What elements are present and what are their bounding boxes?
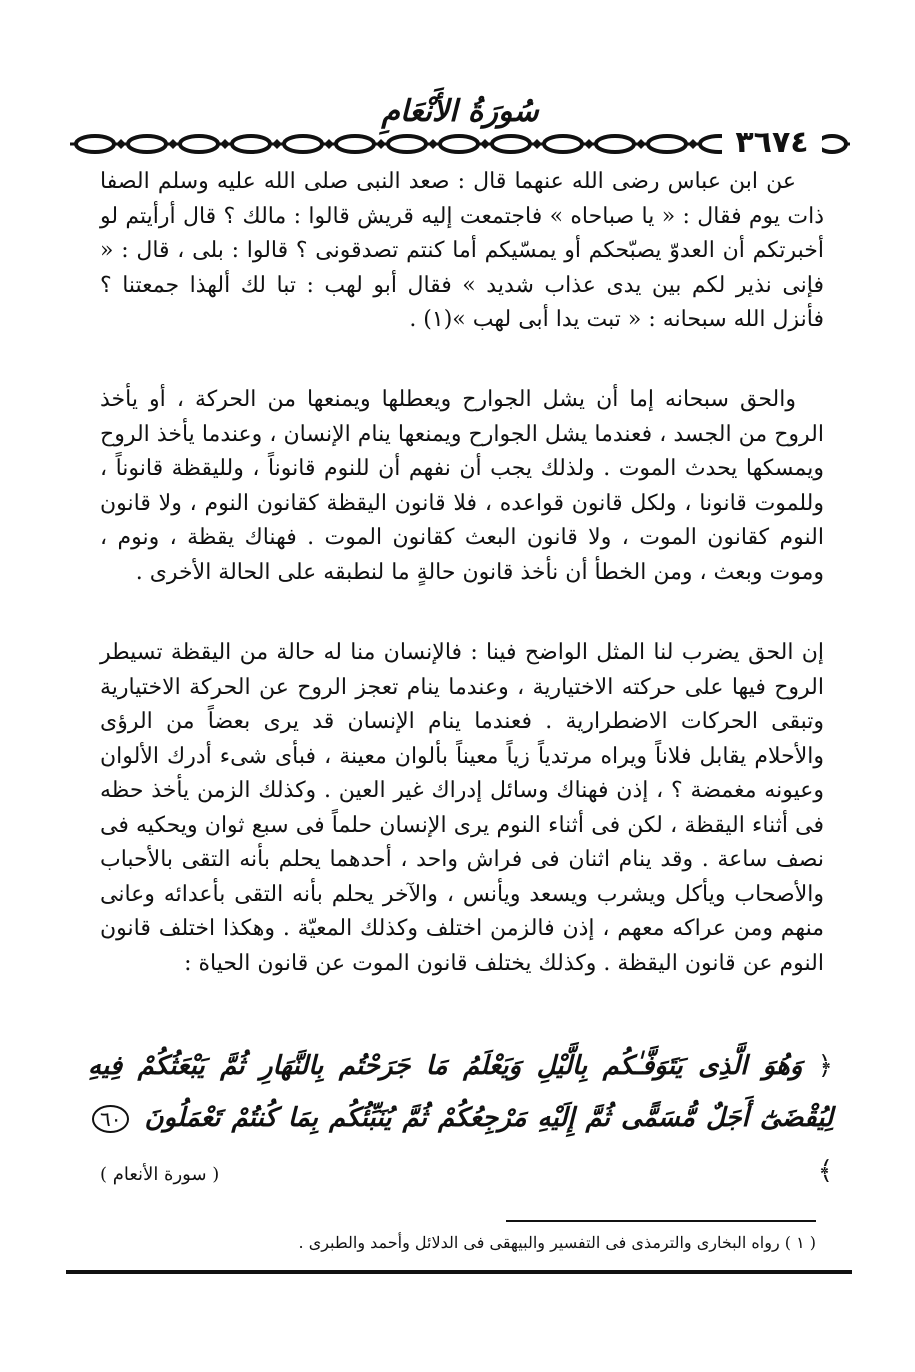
band-oval (336, 136, 374, 152)
paragraph-sleep-death (100, 383, 824, 590)
bottom-rule (66, 1270, 852, 1274)
footnote-divider (506, 1220, 816, 1222)
band-diamond (116, 139, 126, 149)
band-oval (544, 136, 582, 152)
band-oval (284, 136, 322, 152)
page-number: ٣٦٧٤ (722, 126, 822, 160)
band-diamond (636, 139, 646, 149)
band-diamond (532, 139, 542, 149)
band-diamond (220, 139, 230, 149)
band-oval (492, 136, 530, 152)
band-oval (440, 136, 478, 152)
band-diamond (480, 139, 490, 149)
band-oval (596, 136, 634, 152)
band-diamond (324, 139, 334, 149)
band-oval (128, 136, 166, 152)
paragraph-text: عن ابن عباس رضى الله عنهما قال : صعد النبى صلى الله عليه وسلم الصفا ذات يوم فقال : « يا صباحاه » فاجتمعت إليه قريش قالوا : مالك ؟ قال أرأيتم لو أخبرتكم أن العدوّ يصبّحكم أو يمسّيكم أما كنتم تصدقونى ؟ قالوا : بلى ، قال : « فإنى نذير لكم بين يدى عذاب شديد » فقال أبو لهب : تبا لك ألهذا جمعتنا ؟ فأنزل الله سبحانه : « تبت يدا أبى لهب »(١) . (100, 169, 824, 332)
paragraph-text: إن الحق يضرب لنا المثل الواضح فينا : فالإنسان منا له حالة من اليقظة تسيطر الروح فيها على حركته الاختيارية ، وعندما ينام تعجز الروح عن الحركة الاختيارية وتبقى الحركات الاضطرارية . فعندما ينام الإنسان قد يرى بعضاً من الرؤى والأحلام يقابل فلاناً ويراه مرتدياً زياً معيناً بألوان معينة ، فبأى شىء أدرك الألوان وعيونه مغمضة ؟ ، إذن فهناك وسائل إدراك غير العين . وكذلك الزمن يأخذ حظه فى أثناء اليقظة ، لكن فى أثناء النوم يرى الإنسان حلماً فى سبع ثوان ويحكيه فى نصف ساعة . وقد ينام اثنان فى فراش واحد ، أحدهما يحلم بأنه التقى بالأحباب والأصحاب ويأكل ويشرب ويسعد ويأنس ، والآخر يحلم بأنه التقى بأعدائه وعانى منهم ومن عراكه معهم ، إذن فالزمن اختلف وكذلك المعيّة . وهكذا اختلف قانون النوم عن قانون اليقظة . وكذلك يختلف قانون الموت عن قانون الحياة : (100, 640, 824, 976)
surah-title: سُورَةُ الأَنْعَامِ (381, 94, 539, 129)
paragraph-hadith (100, 165, 824, 338)
band-diamond (428, 139, 438, 149)
band-diamond (688, 139, 698, 149)
footnote: ( ١ ) رواه البخارى والترمذى فى التفسير والبيهقى فى الدلائل وأحمد والطبرى . (298, 1233, 816, 1252)
band-diamond (272, 139, 282, 149)
band-oval (76, 136, 114, 152)
band-diamond (376, 139, 386, 149)
paragraph-text: والحق سبحانه إما أن يشل الجوارح ويعطلها ويمنعها من الحركة ، أو يأخذ الروح من الجسد ، فعندما يشل الجوارح ويمنعها ينام الإنسان ، وعندما يأخذ الروح ويمسكها يحدث الموت . ولذلك يجب أن نفهم أن للنوم قانوناً ، ولليقظة قانوناً ، وللموت قانونا ، ولكل قانون قواعده ، فلا قانون اليقظة كقانون النوم ، ولا قانون النوم كقانون الموت ، ولا قانون البعث كقانون الموت . فهناك يقظة ، ونوم ، وموت وبعث ، ومن الخطأ أن نأخذ قانون حالةٍ ما لنطبقه على الحالة الأخرى . (100, 387, 824, 585)
verse-source: ( سورة الأنعام ) (100, 1164, 220, 1185)
band-oval (818, 136, 846, 152)
band-diamond (584, 139, 594, 149)
paragraph-example (100, 636, 824, 981)
band-oval (648, 136, 686, 152)
verse-open-bracket: ﴿ (817, 1051, 833, 1081)
band-diamond (168, 139, 178, 149)
band-oval (232, 136, 270, 152)
ayah-number-marker: ٦٠ (92, 1105, 129, 1133)
band-oval (180, 136, 218, 152)
verse-text: وَهُوَ الَّذِى يَتَوَفَّـٰكُم بِالَّيْلِ وَيَعْلَمُ مَا جَرَحْتُم بِالنَّهَارِ ثُمَّ يَبْعَثُكُمْ فِيهِ لِيُقْضَىٰٓ أَجَلٌ مُّسَمًّى ثُمَّ إِلَيْهِ مَرْجِعُكُمْ ثُمَّ يُنَبِّئُكُم بِمَا كُنتُمْ تَعْمَلُونَ (88, 1051, 833, 1133)
verse-close-bracket: ﴾ (817, 1156, 833, 1186)
band-oval (388, 136, 426, 152)
